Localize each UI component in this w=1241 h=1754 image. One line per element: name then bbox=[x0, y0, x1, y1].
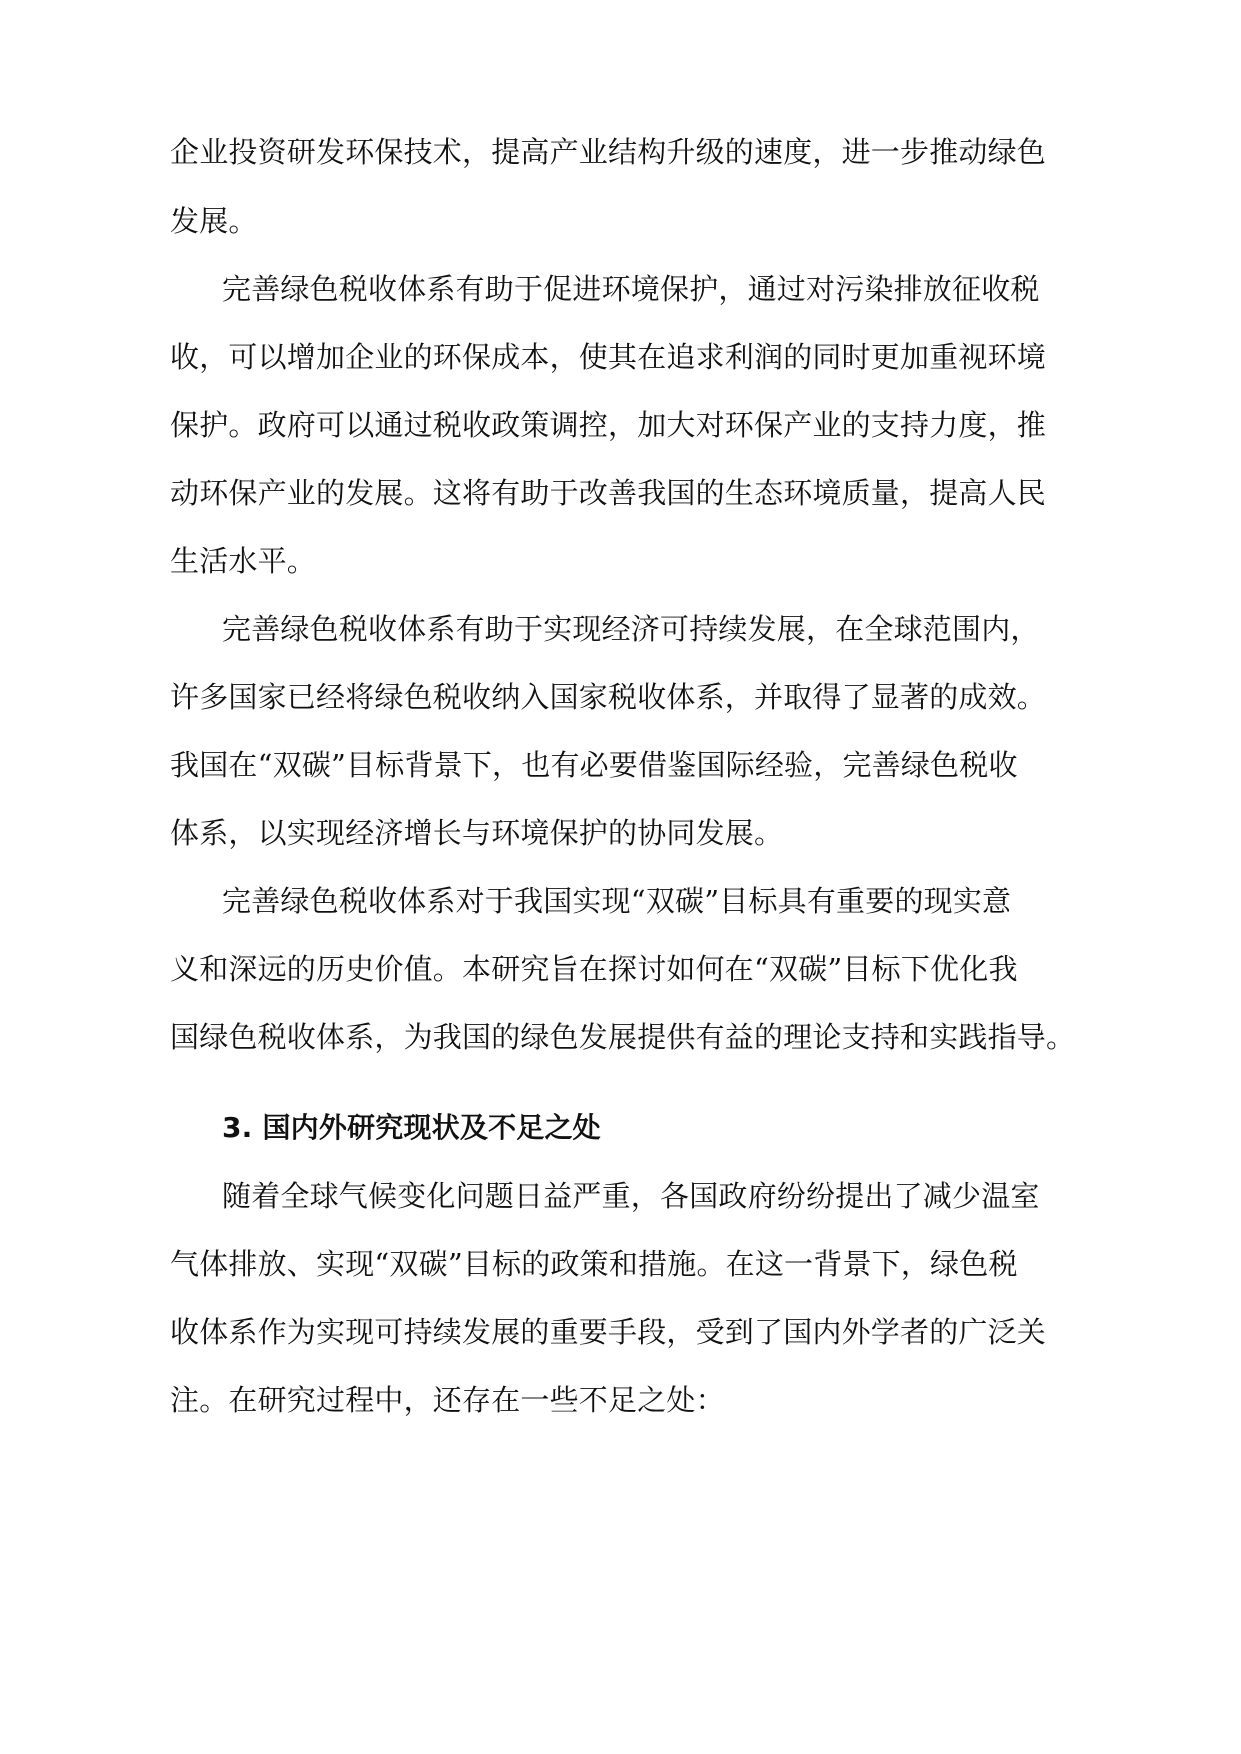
paragraph-line: 发展。 bbox=[170, 204, 258, 238]
paragraph-line: 体系，以实现经济增长与环境保护的协同发展。 bbox=[170, 816, 784, 850]
paragraph-line: 生活水平。 bbox=[170, 544, 317, 578]
paragraph-line: 动环保产业的发展。这将有助于改善我国的生态环境质量，提高人民 bbox=[170, 476, 1047, 510]
paragraph-line: 我国在“双碳”目标背景下，也有必要借鉴国际经验，完善绿色税收 bbox=[170, 748, 1018, 782]
paragraph-line: 企业投资研发环保技术，提高产业结构升级的速度，进一步推动绿色 bbox=[170, 135, 1047, 169]
paragraph-line: 收体系作为实现可持续发展的重要手段，受到了国内外学者的广泛关 bbox=[170, 1315, 1047, 1349]
paragraph-line: 许多国家已经将绿色税收纳入国家税收体系，并取得了显著的成效。 bbox=[170, 680, 1047, 714]
paragraph-line: 气体排放、实现“双碳”目标的政策和措施。在这一背景下，绿色税 bbox=[170, 1247, 1018, 1281]
paragraph-line: 完善绿色税收体系对于我国实现“双碳”目标具有重要的现实意 bbox=[222, 884, 1012, 918]
paragraph-line: 随着全球气候变化问题日益严重，各国政府纷纷提出了减少温室 bbox=[222, 1179, 1040, 1213]
paragraph-line: 义和深远的历史价值。本研究旨在探讨如何在“双碳”目标下优化我 bbox=[170, 952, 1018, 986]
paragraph-line: 国绿色税收体系，为我国的绿色发展提供有益的理论支持和实践指导。 bbox=[170, 1020, 1076, 1054]
paragraph-line: 收，可以增加企业的环保成本，使其在追求利润的同时更加重视环境 bbox=[170, 340, 1047, 374]
paragraph-line: 完善绿色税收体系有助于实现经济可持续发展，在全球范围内， bbox=[222, 612, 1040, 646]
section-heading: 3. 国内外研究现状及不足之处 bbox=[222, 1111, 601, 1144]
paragraph-line: 保护。政府可以通过税收政策调控，加大对环保产业的支持力度，推 bbox=[170, 408, 1047, 442]
paragraph-line: 完善绿色税收体系有助于促进环境保护，通过对污染排放征收税 bbox=[222, 272, 1040, 306]
paragraph-line: 注。在研究过程中，还存在一些不足之处： bbox=[170, 1383, 725, 1417]
